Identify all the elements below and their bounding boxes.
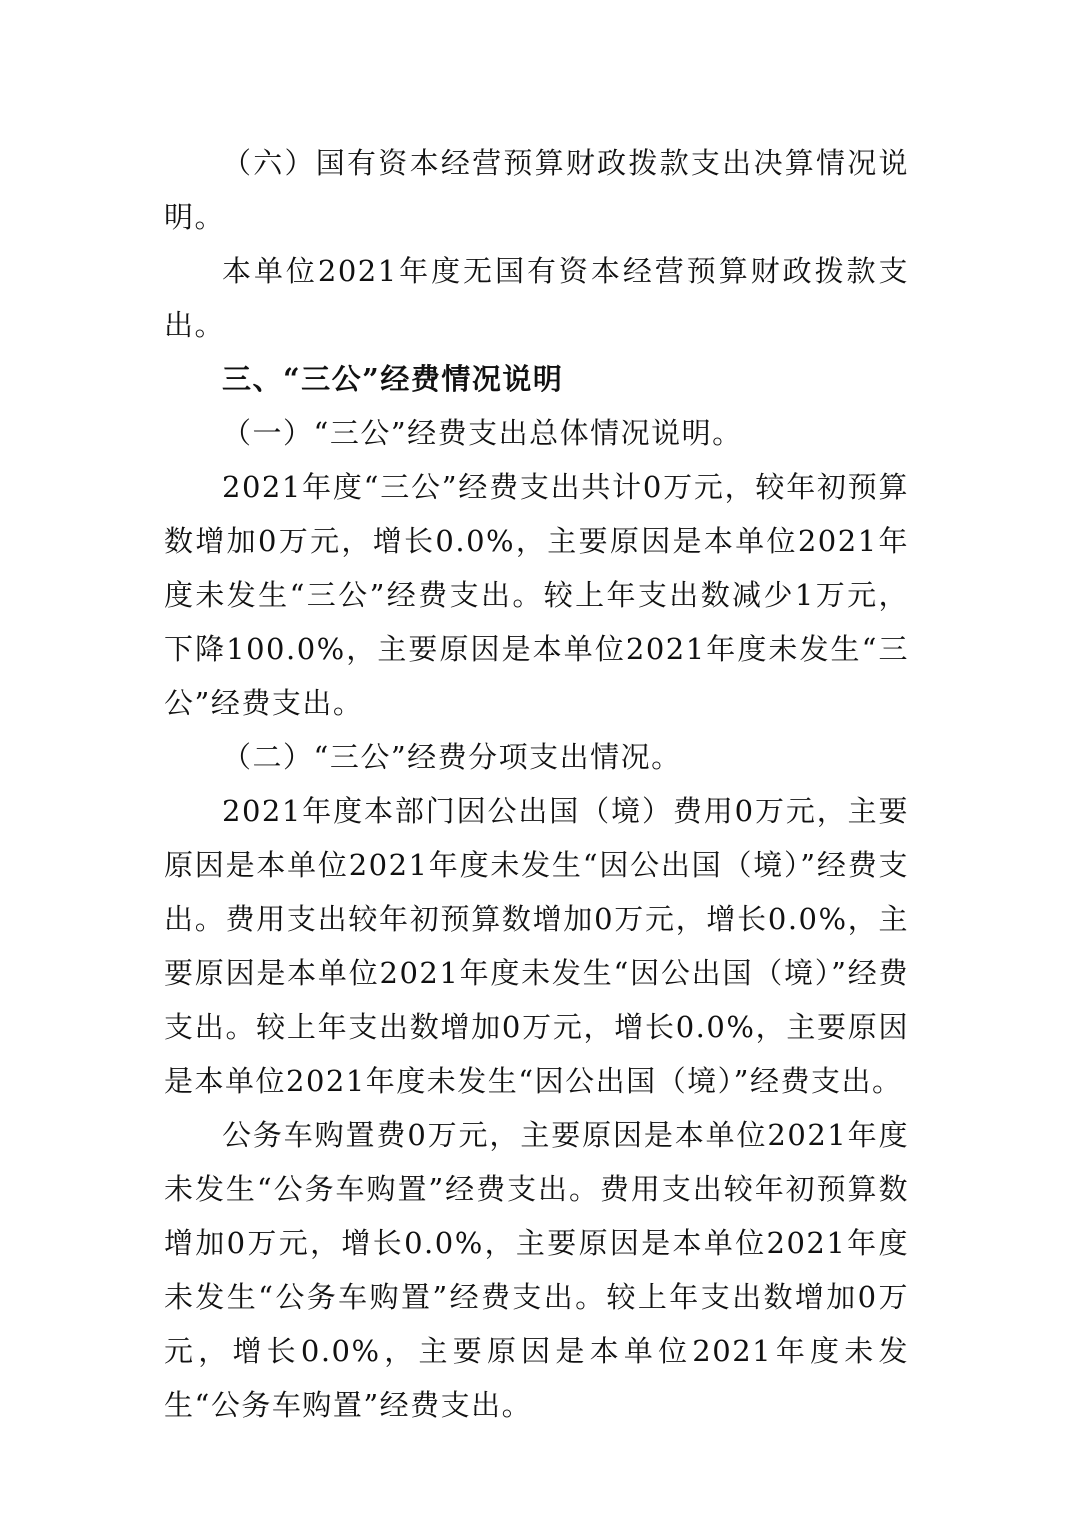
vehicle-purchase-body: 公务车购置费0万元，主要原因是本单位2021年度未发生“公务车购置”经费支出。费用支出较年初预算数增加0万元，增长0.0%，主要原因是本单位2021年度未发生“公务车购置”经费支出。较上年支出数增加0万元，增长0.0%，主要原因是本单位2021年度未发生“公务车购置”经费支出。	[164, 1118, 909, 1422]
section-heading-three-public: 三、“三公”经费情况说明	[222, 362, 564, 396]
section-subheading-state-capital: （六）国有资本经营预算财政拨款支出决算情况说明。	[164, 146, 909, 234]
state-capital-body: 本单位2021年度无国有资本经营预算财政拨款支出。	[164, 254, 909, 342]
overseas-travel-body: 2021年度本部门因公出国（境）费用0万元，主要原因是本单位2021年度未发生“因公出国（境）”经费支出。费用支出较年初预算数增加0万元，增长0.0%，主要原因是本单位2021年度未发生“因公出国（境）”经费支出。较上年支出数增加0万元，增长0.0%，主要原因是本单位2021年度未发生“因公出国（境）”经费支出。	[164, 794, 909, 1098]
subheading-itemized: （二）“三公”经费分项支出情况。	[222, 740, 682, 774]
document-page	[164, 136, 909, 1432]
overall-body: 2021年度“三公”经费支出共计0万元，较年初预算数增加0万元，增长0.0%，主要原因是本单位2021年度未发生“三公”经费支出。较上年支出数减少1万元，下降100.0%，主要原因是本单位2021年度未发生“三公”经费支出。	[164, 470, 909, 720]
subheading-overall: （一）“三公”经费支出总体情况说明。	[222, 416, 743, 450]
